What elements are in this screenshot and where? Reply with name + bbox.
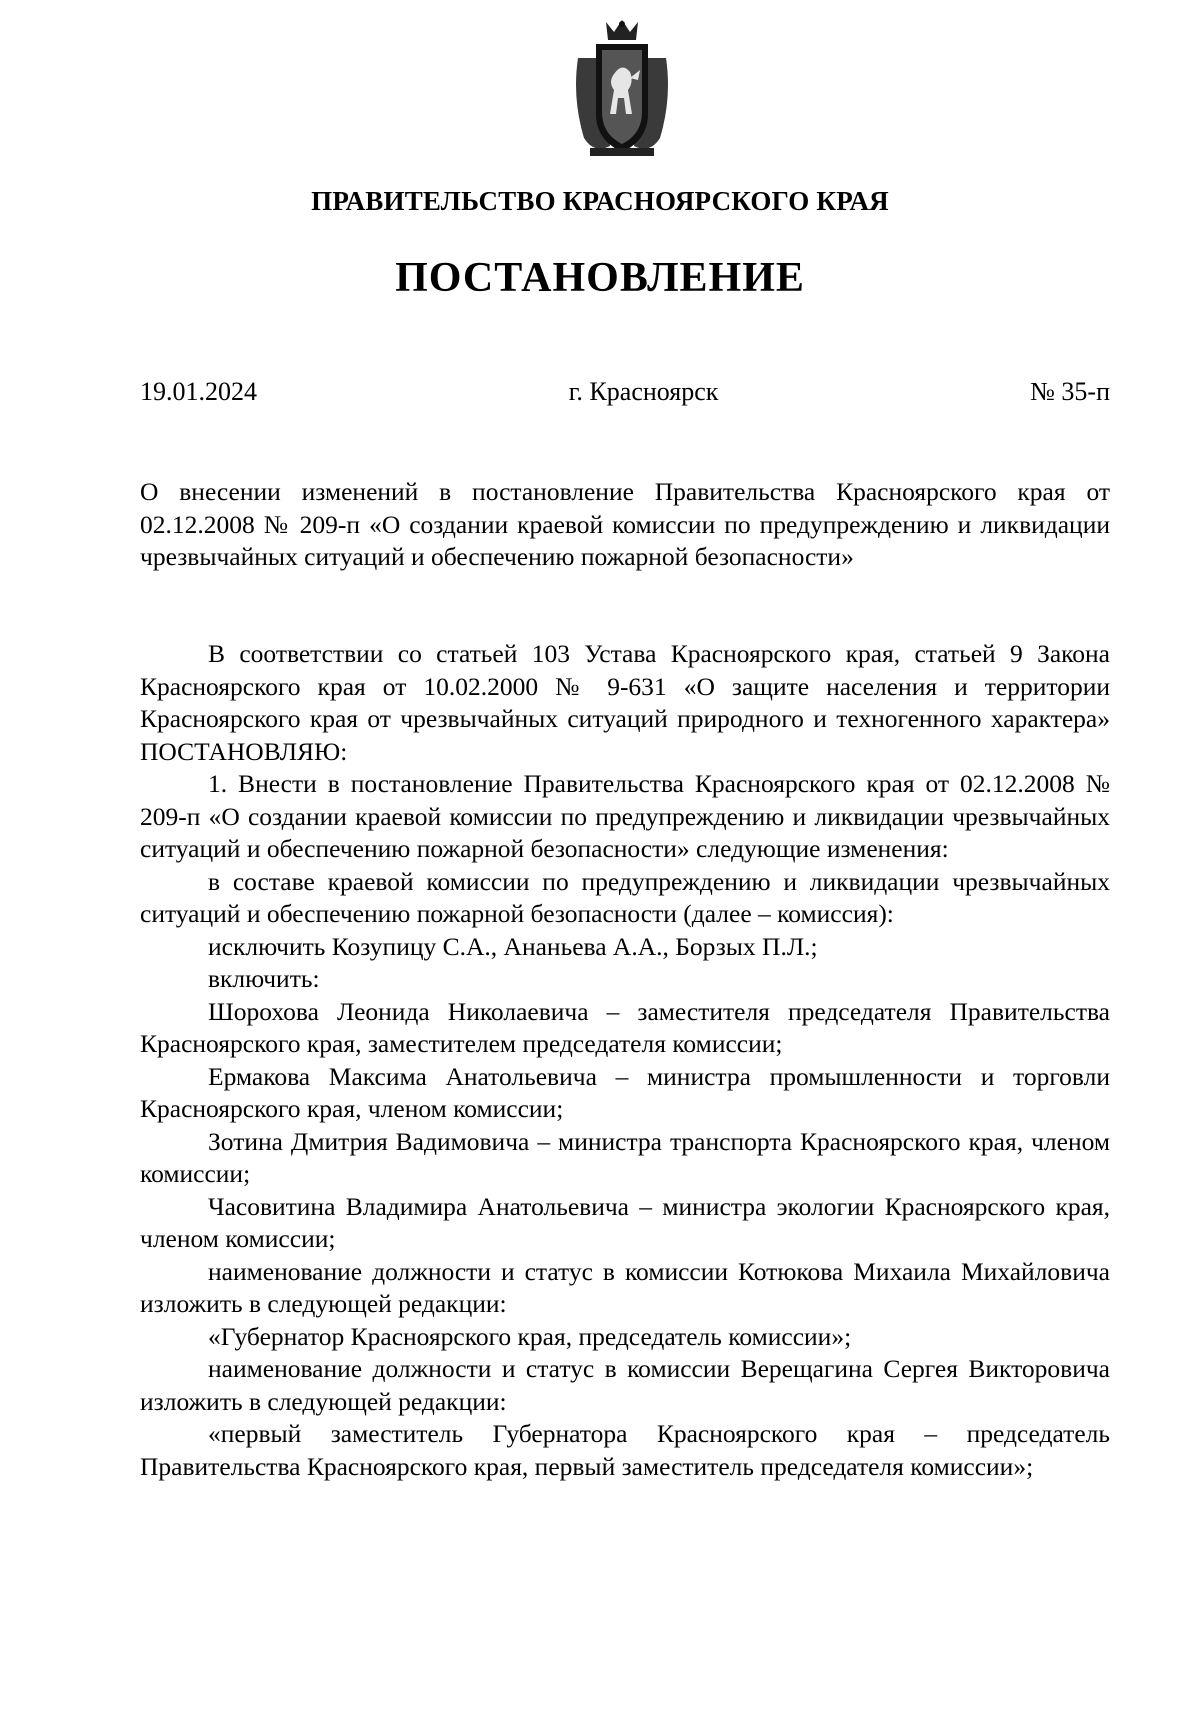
paragraph-exclude: исключить Козупицу С.А., Ананьева А.А., Борзых П.Л.; <box>208 931 818 961</box>
paragraph-vereshchagin-position: наименование должности и статус в комиссии Верещагина Сергея Викторовича изложить в следующей редакции: <box>140 1354 1110 1416</box>
document-type-title: ПОСТАНОВЛЕНИЕ <box>395 255 805 301</box>
krasnoyarsk-coat-of-arms-icon <box>570 18 674 160</box>
paragraph-member-chasovitin: Часовитина Владимира Анатольевича – министра экологии Красноярского края, членом комиссии; <box>140 1191 1110 1253</box>
paragraph-composition: в составе краевой комиссии по предупреждению и ликвидации чрезвычайных ситуаций и обеспечению пожарной безопасности (далее – комиссия): <box>140 866 1110 928</box>
paragraph-governor-quote: «Губернатор Красноярского края, председатель комиссии»; <box>208 1321 852 1351</box>
paragraph-first-deputy-quote: «первый заместитель Губернатора Красноярского края – председатель Правительства Красноярского края, первый заместитель председателя комиссии»; <box>140 1419 1110 1481</box>
paragraph-item-1: 1. Внести в постановление Правительства Красноярского края от 02.12.2008 № 209-п «О создании краевой комиссии по предупреждению и ликвидации чрезвычайных ситуаций и обеспечению пожарной безопасности» следующие изменения: <box>140 769 1110 863</box>
paragraph-member-zotin: Зотина Дмитрия Вадимовича – министра транспорта Красноярского края, членом комиссии; <box>140 1126 1110 1188</box>
document-number: № 35-п <box>1030 377 1110 406</box>
document-city: г. Красноярск <box>568 377 719 406</box>
paragraph-include: включить: <box>208 964 320 993</box>
organization-name: ПРАВИТЕЛЬСТВО КРАСНОЯРСКОГО КРАЯ <box>311 186 889 216</box>
document-subject: О внесении изменений в постановление Правительства Красноярского края от 02.12.2008 № 209-п «О создании краевой комиссии по предупреждению и ликвидации чрезвычайных ситуаций и обеспечению пожарной безопасности» <box>140 477 1110 571</box>
paragraph-preamble: В соответствии со статьей 103 Устава Красноярского края, статьей 9 Закона Красноярского края от 10.02.2000 № 9-631 «О защите населения и территории Красноярского края от чрезвычайных ситуаций природного и техногенного характера» ПОСТАНОВЛЯЮ: <box>140 639 1110 766</box>
document-body <box>140 638 1110 1483</box>
document-meta-row <box>140 377 1110 407</box>
document-date: 19.01.2024 <box>140 377 257 406</box>
paragraph-kotyukov-position: наименование должности и статус в комиссии Котюкова Михаила Михайловича изложить в следующей редакции: <box>140 1256 1110 1318</box>
paragraph-member-ermakov: Ермакова Максима Анатольевича – министра промышленности и торговли Красноярского края, членом комиссии; <box>140 1061 1110 1123</box>
paragraph-member-shorokhov: Шорохова Леонида Николаевича – заместителя председателя Правительства Красноярского края, заместителем председателя комиссии; <box>140 996 1110 1058</box>
